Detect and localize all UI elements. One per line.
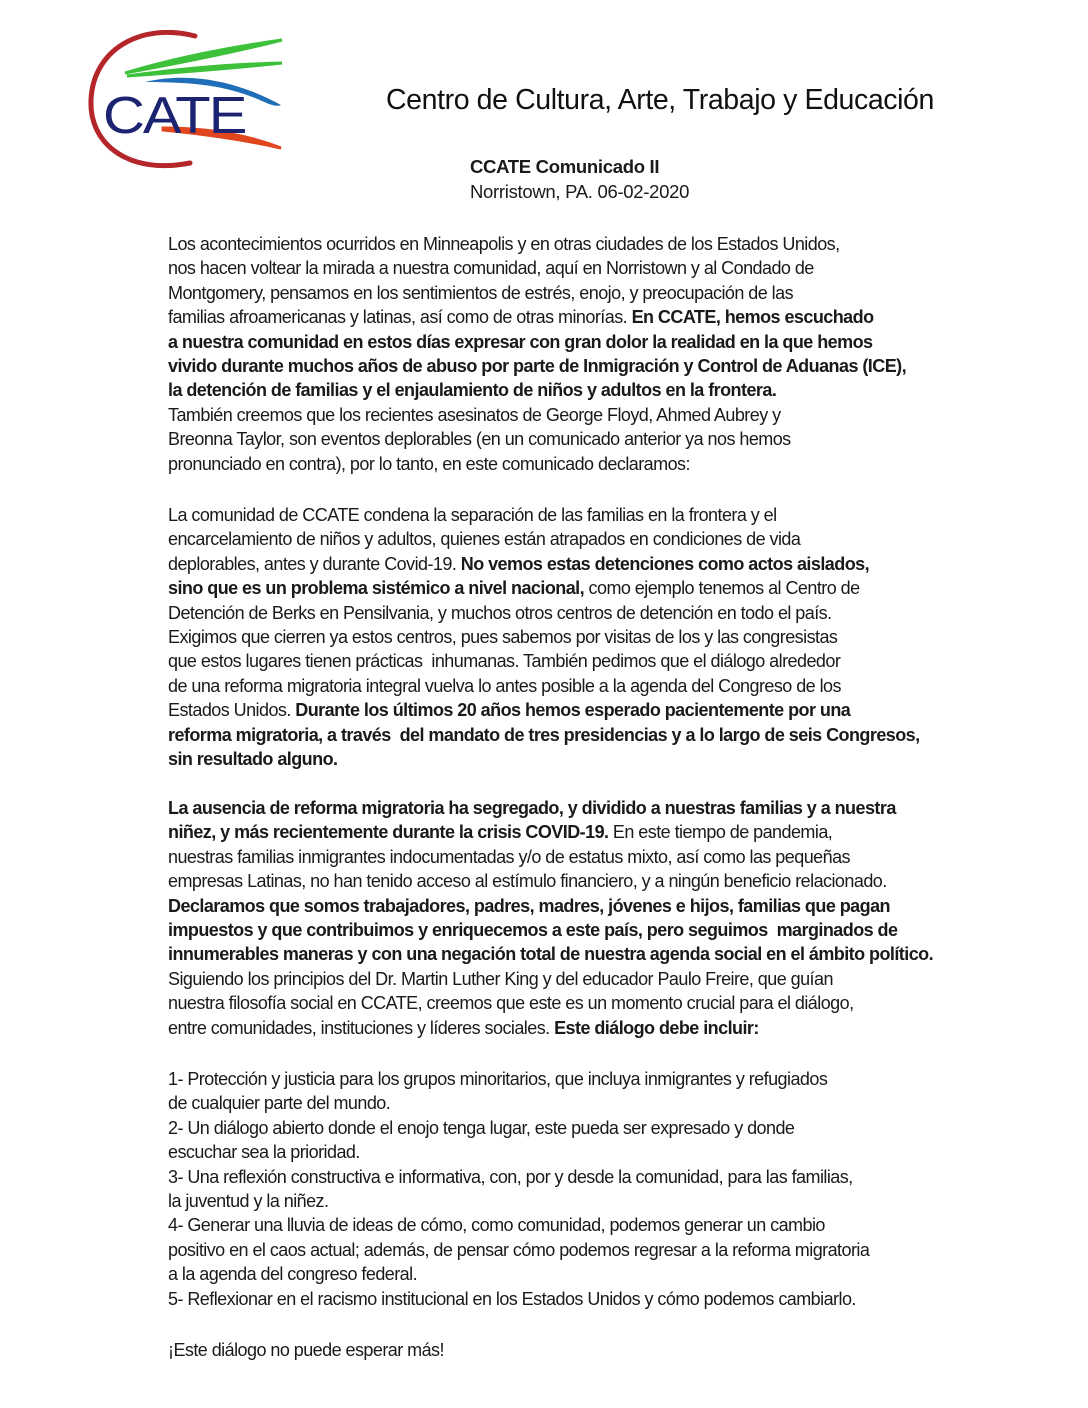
bold-text-segment: innumerables maneras y con una negación total de nuestra agenda social en el ámbito político. — [168, 944, 934, 965]
text-line — [168, 601, 920, 625]
text-segment: Detención de Berks en Pensilvania, y muchos otros centros de detención en todo el país. — [168, 602, 832, 623]
text-segment: Breonna Taylor, son eventos deplorables (en un comunicado anterior ya nos hemos — [168, 429, 791, 450]
text-segment: la juventud y la niñez. — [168, 1190, 329, 1211]
bold-text-segment: niñez, y más recientemente durante la crisis COVID-19. — [168, 822, 609, 843]
text-line — [168, 894, 933, 918]
text-line — [168, 1338, 444, 1362]
ccate-logo — [85, 30, 285, 175]
text-line — [168, 552, 920, 576]
text-line — [168, 967, 933, 991]
text-line — [168, 256, 906, 280]
text-segment: pronunciado en contra), por lo tanto, en este comunicado declaramos: — [168, 453, 690, 474]
text-line — [168, 649, 920, 673]
text-segment: 2- Un diálogo abierto donde el enojo tenga lugar, este pueda ser expresado y donde — [168, 1117, 795, 1138]
text-segment: de cualquier parte del mundo. — [168, 1093, 391, 1114]
text-line — [168, 674, 920, 698]
text-line — [168, 281, 906, 305]
text-line — [168, 330, 906, 354]
text-line — [168, 869, 933, 893]
bold-text-segment: sin resultado alguno. — [168, 748, 338, 769]
text-line — [168, 942, 933, 966]
text-segment: Estados Unidos. — [168, 700, 296, 721]
text-line — [168, 1213, 869, 1237]
text-line — [168, 796, 933, 820]
text-line — [168, 503, 920, 527]
text-segment: familias afroamericanas y latinas, así como de otras minorías. — [168, 307, 632, 328]
text-segment: escuchar sea la prioridad. — [168, 1142, 360, 1163]
text-segment: nuestra filosofía social en CCATE, creemos que este es un momento crucial para el diálogo, — [168, 993, 854, 1014]
bold-text-segment: Durante los últimos 20 años hemos esperado pacientemente por una — [295, 700, 851, 721]
text-line — [168, 820, 933, 844]
text-line — [168, 1140, 869, 1164]
text-segment: 5- Reflexionar en el racismo institucional en los Estados Unidos y cómo podemos cambiarlo. — [168, 1288, 856, 1309]
paragraph-3 — [168, 796, 933, 1040]
text-line — [168, 378, 906, 402]
text-line — [168, 1189, 869, 1213]
dialogue-list — [168, 1067, 869, 1311]
text-segment: Los acontecimientos ocurridos en Minneapolis y en otras ciudades de los Estados Unidos, — [168, 234, 840, 254]
text-segment: como ejemplo tenemos al Centro de — [584, 578, 860, 599]
organization-name: Centro de Cultura, Arte, Trabajo y Educación — [386, 84, 934, 116]
text-segment: nuestras familias inmigrantes indocumentadas y/o de estatus mixto, así como las pequeñas — [168, 846, 850, 867]
text-segment: También creemos que los recientes asesinatos de George Floyd, Ahmed Aubrey y — [168, 404, 781, 425]
closing-statement — [168, 1338, 444, 1362]
text-segment: En este tiempo de pandemia, — [608, 822, 833, 843]
text-line — [168, 1091, 869, 1115]
text-line — [168, 427, 906, 451]
bold-text-segment: Declaramos que somos trabajadores, padres, madres, jóvenes e hijos, familias que pagan — [168, 895, 890, 916]
text-line — [168, 354, 906, 378]
text-segment: entre comunidades, instituciones y líderes sociales. — [168, 1017, 555, 1038]
paragraph-1 — [168, 232, 906, 476]
text-segment: La comunidad de CCATE condena la separación de las familias en la frontera y el — [168, 505, 777, 525]
text-segment: Montgomery, pensamos en los sentimientos de estrés, enojo, y preocupación de las — [168, 282, 794, 303]
text-line — [168, 918, 933, 942]
bold-text-segment: vivido durante muchos años de abuso por parte de Inmigración y Control de Aduanas (ICE), — [168, 355, 907, 376]
text-segment: deplorables, antes y durante Covid-19. — [168, 553, 461, 574]
text-segment: a la agenda del congreso federal. — [168, 1264, 418, 1285]
text-line — [168, 698, 920, 722]
bold-text-segment: En CCATE, hemos escuchado — [631, 307, 874, 328]
communique-title: CCATE Comunicado II — [470, 156, 660, 177]
logo-text: CATE — [103, 86, 246, 145]
text-segment: que estos lugares tienen prácticas inhumanas. También pedimos que el diálogo alrededor — [168, 651, 841, 672]
text-segment: 3- Una reflexión constructiva e informativa, con, por y desde la comunidad, para las familias, — [168, 1166, 853, 1187]
text-line — [168, 625, 920, 649]
text-line — [168, 576, 920, 600]
paragraph-2 — [168, 503, 920, 771]
text-segment: encarcelamiento de niños y adultos, quienes están atrapados en condiciones de vida — [168, 529, 801, 550]
bold-text-segment: reforma migratoria, a través del mandato de tres presidencias y a lo largo de seis Congresos, — [168, 724, 920, 745]
bold-text-segment: sino que es un problema sistémico a nivel nacional, — [168, 578, 585, 599]
text-line — [168, 723, 920, 747]
text-line — [168, 305, 906, 329]
text-line — [168, 1262, 869, 1286]
text-segment: 4- Generar una lluvia de ideas de cómo, como comunidad, podemos generar un cambio — [168, 1215, 825, 1236]
text-line — [168, 527, 920, 551]
text-line — [168, 1116, 869, 1140]
text-line — [168, 1016, 933, 1040]
text-line — [168, 1067, 869, 1091]
bold-text-segment: impuestos y que contribuimos y enriquecemos a este país, pero seguimos marginados de — [168, 919, 898, 940]
place-date: Norristown, PA. 06-02-2020 — [470, 181, 690, 202]
bold-text-segment: No vemos estas detenciones como actos aislados, — [460, 553, 870, 574]
text-line — [168, 1165, 869, 1189]
bold-text-segment: La ausencia de reforma migratoria ha segregado, y dividido a nuestras familias y a nuestra — [168, 798, 896, 818]
text-segment: 1- Protección y justicia para los grupos minoritarios, que incluya inmigrantes y refugiados — [168, 1069, 828, 1089]
text-segment: positivo en el caos actual; además, de pensar cómo podemos regresar a la reforma migratoria — [168, 1239, 870, 1260]
text-segment: Siguiendo los principios del Dr. Martin Luther King y del educador Paulo Freire, que guían — [168, 968, 833, 989]
text-segment: empresas Latinas, no han tenido acceso al estímulo financiero, y a ningún beneficio relacionado. — [168, 871, 887, 892]
bold-text-segment: la detención de familias y el enjaulamiento de niños y adultos en la frontera. — [168, 380, 777, 401]
text-segment: nos hacen voltear la mirada a nuestra comunidad, aquí en Norristown y al Condado de — [168, 258, 814, 279]
bold-text-segment: a nuestra comunidad en estos días expresar con gran dolor la realidad en la que hemos — [168, 331, 873, 352]
text-line — [168, 1287, 869, 1311]
text-segment: ¡Este diálogo no puede esperar más! — [168, 1340, 444, 1360]
text-segment: de una reforma migratoria integral vuelva lo antes posible a la agenda del Congreso de los — [168, 675, 841, 696]
text-line — [168, 232, 906, 256]
text-line — [168, 1238, 869, 1262]
text-segment: Exigimos que cierren ya estos centros, pues sabemos por visitas de los y las congresistas — [168, 626, 838, 647]
text-line — [168, 452, 906, 476]
text-line — [168, 991, 933, 1015]
text-line — [168, 747, 920, 771]
bold-text-segment: Este diálogo debe incluir: — [554, 1017, 759, 1038]
text-line — [168, 403, 906, 427]
text-line — [168, 845, 933, 869]
